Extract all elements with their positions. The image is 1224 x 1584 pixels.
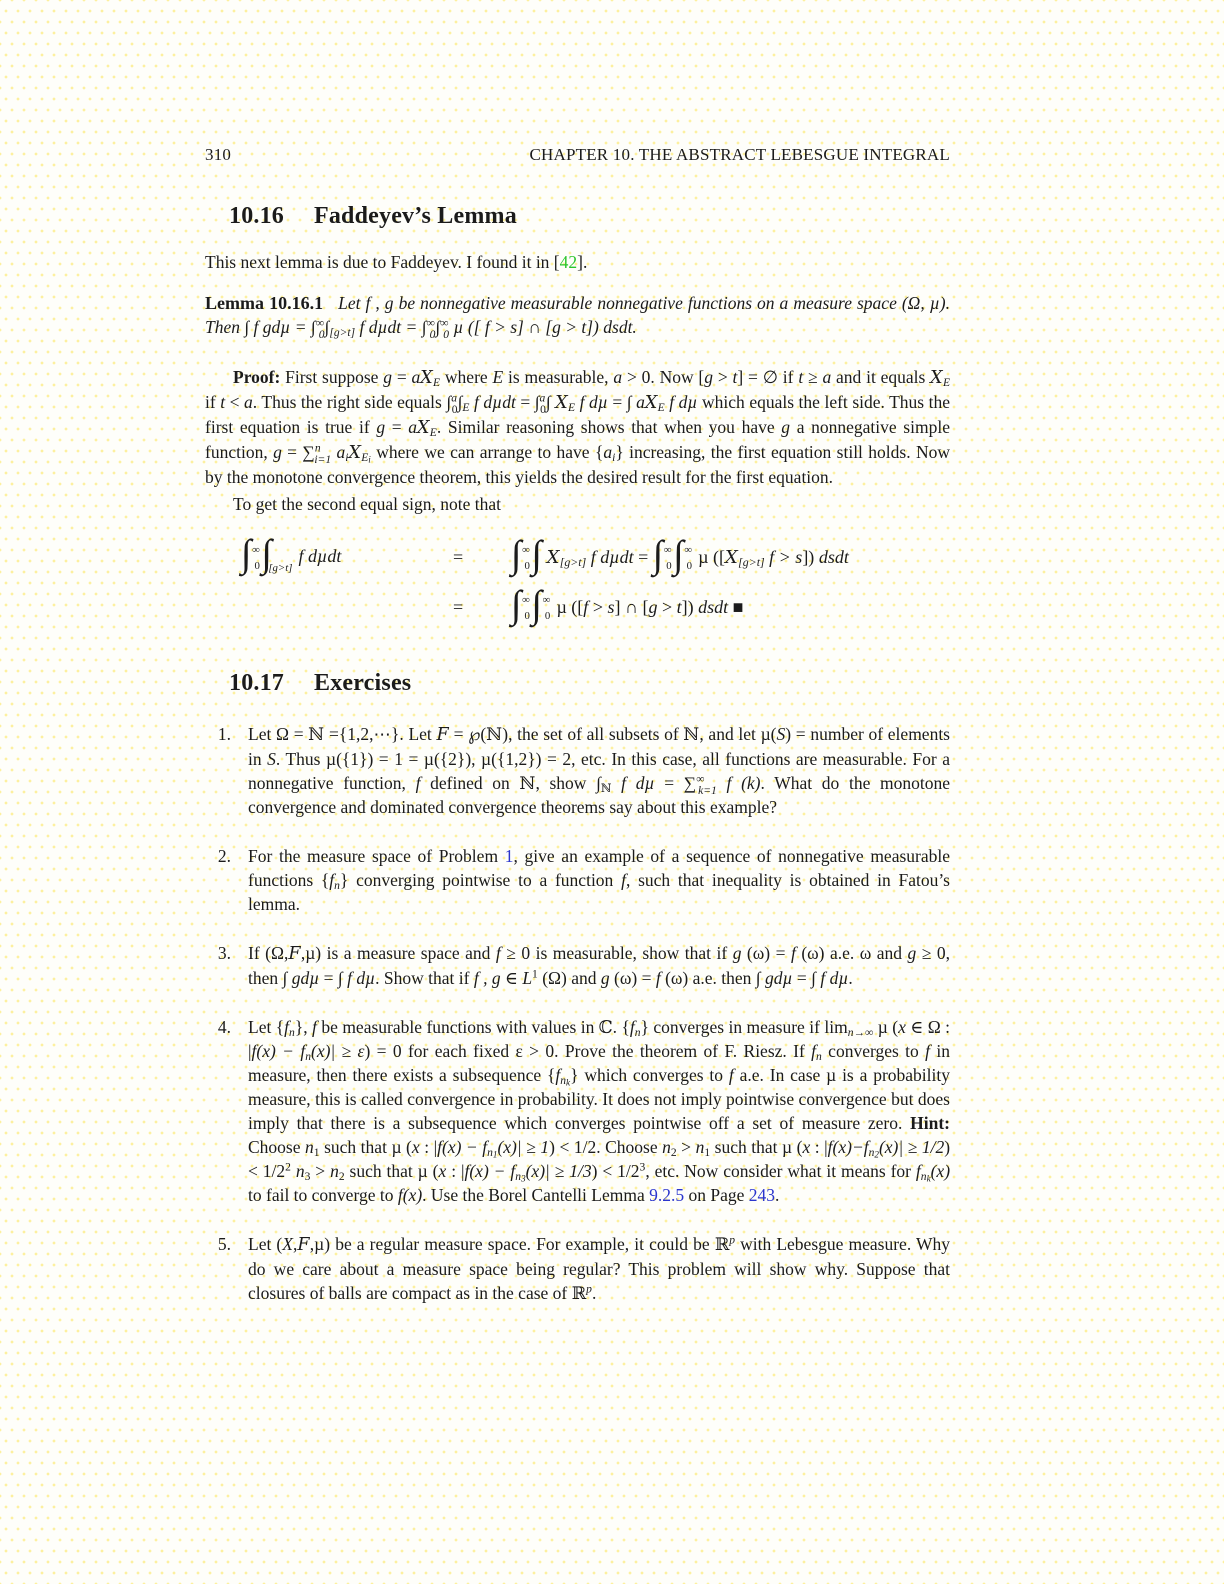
text-run: k [926, 1173, 931, 1184]
text-run: f [728, 1065, 734, 1085]
text-run: f [510, 1161, 516, 1181]
text-run: gdµ [291, 968, 320, 988]
text-run: ℕ [600, 782, 612, 795]
text-run: ∞ [684, 544, 693, 557]
text-run: E [492, 367, 504, 387]
citation-link[interactable]: 42 [559, 252, 578, 272]
text-run: f [300, 1041, 306, 1061]
text-run: F [288, 944, 301, 964]
text-run: (x) − [441, 1137, 483, 1157]
text-run: f dµ [820, 968, 849, 988]
text-run: p [586, 1283, 592, 1296]
text-run: E [462, 401, 470, 414]
text-run: 0 [686, 559, 693, 572]
text-run: E [433, 376, 441, 389]
text-run: g [376, 417, 386, 437]
text-run: (x)− [832, 1137, 864, 1157]
text-run: 2 [670, 1146, 677, 1159]
text-run: ∞ [426, 317, 435, 330]
text-run: [g>t] [738, 554, 765, 569]
text-run: k [566, 1077, 571, 1088]
text-run: 0 [429, 328, 436, 341]
equation-rhs: $\int^\infty_0\int$ X[g>t] f $d\mu dt = \int^\infty_0\int^\infty_0$ µ ([X[g>t] f > s]) dsdt [511, 533, 849, 576]
text-run: n [634, 1026, 641, 1039]
text-run: ∫ [673, 533, 684, 576]
exercise-text: Let Ω = ℕ ={1,2,⋯}. Let F = ℘(ℕ), the set of all subsets of ℕ, and let µ(S) = number of elements in S. Thus µ({1}) = 1 = µ({2}), µ({1,2}) = 2, etc. In this case, all functions are measurable. For a nonnegative function, f defined on ℕ, show ∫ℕ f $d\mu = \sum^\infty_{k=1}$ f (k). What do the monotone convergence and dominated convergence theorems say about this example? [248, 724, 951, 817]
text-run: n [868, 1146, 875, 1159]
text-run: a [822, 367, 832, 387]
text-run: X [930, 368, 943, 388]
text-run: n [920, 1170, 927, 1183]
equation-row [241, 582, 950, 632]
section-number: 10.17 [229, 670, 284, 696]
page-content [205, 145, 950, 1305]
text-run: X [644, 393, 658, 413]
text-run: x [802, 1137, 811, 1157]
text-run: n [295, 1161, 305, 1181]
text-run: n [314, 442, 321, 455]
exercise-number: 3. [217, 943, 231, 963]
text-run: f [482, 1137, 488, 1157]
lemma-10-16-1 [205, 291, 950, 339]
text-run: ∫ [531, 583, 543, 626]
text-run: f [827, 1137, 833, 1157]
text-run: (x) [930, 1161, 951, 1181]
page-number: 310 [205, 145, 232, 164]
equation-rhs: $\int^\infty_0\int^\infty_0$ µ ([f > s] ∩ [g > t]) dsdt ■ [511, 583, 744, 626]
proof-continuation: To get the second equal sign, note that [233, 494, 502, 514]
text-run: dsdt [698, 596, 729, 617]
text-run: t [798, 367, 804, 387]
text-run: 3 [521, 1173, 526, 1184]
text-run: f [655, 968, 661, 988]
proof-paragraph: Proof: First suppose g = aXE where E is measurable, a > 0. Now [g > t] = ∅ if t ≥ a and it equals XE if t < a. Thus the right side equals ∫$^a_0$∫E f dµdt = ∫$^a_0$∫ XE f dµ = ∫ aXE f dµ which equals the left side. Thus the first equation is true if g = aXE. Similar reasoning shows that when you have g a nonnegative simple function, g = ∑$^n_{i=1}$ aiXE$_i$ where we can arrange to have {ai} increasing, the first equation still holds. Now by the monotone convergence theorem, this yields the desired result for the first equation. [205, 367, 951, 487]
text-run: ∫ [241, 533, 252, 576]
equation-lhs [241, 533, 453, 576]
text-run: g [648, 596, 658, 617]
text-run: 0 [524, 609, 530, 622]
text-run: ∫ [261, 533, 273, 576]
text-run: 2 [285, 1161, 291, 1174]
text-run: f [329, 870, 335, 890]
text-run: g [907, 943, 917, 963]
text-run: f dµ [347, 968, 376, 988]
text-run: n [289, 1026, 295, 1039]
text-run: f [415, 773, 421, 793]
text-run: [g>t] [268, 561, 293, 574]
text-run: 1 [704, 1146, 711, 1159]
text-run: f [555, 1065, 561, 1085]
text-run: F [297, 1235, 310, 1255]
text-run: 0 [524, 559, 530, 572]
text-run: x [438, 1161, 447, 1181]
text-run: [g>t] [559, 554, 587, 569]
text-run: t [220, 392, 226, 412]
exercise-text: Let {fn}, f be measurable functions with values in ℂ. {fn} converges in measure if limn→∞ µ (x ∈ Ω : |f(x) − fn(x)| ≥ ε) = 0 for each fixed ε > 0. Prove the theorem of F. Riesz. If fn converges to f in measure, then there exists a subsequence $\{fn_k\}$ which converges to f a.e. In case µ is a probability measure, this is called convergence in probability. It does not imply pointwise convergence but does imply that there is a subsequence which converges pointwise off a set of measure zero. Hint: Choose n1 such that µ (x : $|f(x) - fn_1(x)| \ge 1) < 1/2$. Choose n2 > n1 such that µ (x : $|f(x)-fn_2(x)| \ge 1/2) < 1/2^2$ n3 > n2 such that µ (x : $|f(x) - fn_3(x)| \ge 1/3) < 1/2^3$, etc. Now consider what it means for $fn_k(x)$ to fail to converge to f(x). Use the Borel Cantelli Lemma 9.2.5 on Page 243. [248, 1017, 951, 1205]
text-run: n [334, 879, 340, 892]
text-run: (x) − [256, 1041, 301, 1061]
exercise-text: For the measure space of Problem 1, give an example of a sequence of nonnegative measurable functions {fn} converging pointwise to a function f, such that inequality is obtained in Fatou’s lemma. [248, 846, 950, 914]
text-run: s [607, 596, 615, 617]
text-run: ∞ [315, 317, 324, 330]
text-run: n [487, 1146, 493, 1159]
text-run: 2 [338, 1170, 345, 1183]
text-run: (x)| ≥ 1/3 [525, 1161, 592, 1181]
text-run: f [790, 943, 796, 963]
text-run: f dµ [669, 392, 698, 412]
text-run: i [612, 451, 616, 464]
text-run: ∫ [652, 533, 664, 576]
display-equation [241, 532, 950, 632]
text-run: 1 [313, 1146, 320, 1159]
section-number: 10.16 [229, 203, 284, 229]
cross-reference-link[interactable]: 1 [504, 846, 514, 866]
text-run: g [704, 367, 713, 387]
text-run: 0 [318, 328, 325, 341]
text-run: a [636, 392, 645, 412]
text-run: 3 [639, 1161, 646, 1174]
text-run: f (k) [726, 773, 761, 793]
text-run: g [781, 417, 791, 437]
text-run: f > s [764, 546, 803, 567]
text-run: f dµ [579, 392, 608, 412]
text-run: i [368, 454, 371, 465]
text-run: 3 [304, 1170, 311, 1183]
text-run: 2 [874, 1149, 879, 1160]
text-run: f dµdt [590, 546, 634, 567]
text-run: f [863, 1137, 869, 1157]
exercise-number: 2. [217, 846, 231, 866]
intro-paragraph: This next lemma is due to Faddeyev. I found it in [42]. [205, 252, 588, 272]
text-run: f [437, 1137, 442, 1157]
text-run: E [657, 401, 665, 414]
text-run: n [305, 1137, 314, 1157]
text-run: t [676, 596, 682, 617]
equation-row [241, 532, 950, 582]
text-run: L [522, 968, 533, 988]
text-run: g [732, 943, 742, 963]
text-run: f dµ [621, 773, 655, 793]
text-run: 1 [532, 968, 538, 981]
exercise-number: 5. [217, 1234, 231, 1254]
text-run: Hint: [910, 1113, 950, 1133]
section-heading-10-17 [229, 670, 950, 697]
text-run: a [603, 442, 613, 462]
exercise-text: Let (X,F,µ) be a regular measure space. For example, it could be ℝ$^p$ with Lebesgue measure. Why do we care about a measure space being regular? This problem will show why. Suppose that closures of balls are compact as in the case of ℝ$^p$. [248, 1234, 950, 1303]
text-run: g [383, 367, 392, 387]
text-run: a [539, 392, 546, 405]
text-run: f dµdt [473, 392, 516, 412]
section-heading-10-16 [229, 203, 950, 230]
text-run: f [811, 1041, 817, 1061]
text-run: f [284, 1017, 290, 1037]
text-run: (x) − [469, 1161, 511, 1181]
running-header [205, 145, 950, 165]
text-run: a [451, 392, 457, 405]
text-run: 0 [254, 559, 260, 572]
exercise-number: 1. [217, 724, 231, 744]
text-run: ∫ [511, 533, 522, 576]
equals-sign: = [453, 596, 464, 617]
text-run: ∞ [252, 544, 260, 557]
cross-reference-link[interactable]: 243 [748, 1185, 776, 1205]
text-run: E [568, 401, 576, 414]
text-run: ∫ [511, 583, 522, 626]
text-run: a [336, 442, 346, 462]
exercise-item [205, 844, 950, 916]
text-run: f [925, 1041, 931, 1061]
text-run: n [515, 1170, 522, 1183]
text-run: f [251, 1041, 257, 1061]
text-run: x [411, 1137, 420, 1157]
text-run: 0 [451, 403, 458, 416]
text-run: 0 [443, 328, 449, 341]
exercise-list [205, 722, 950, 1305]
text-run: f , g [473, 968, 501, 988]
text-run: n [330, 1161, 339, 1181]
text-run: f [495, 943, 501, 963]
text-run: ∞ [542, 594, 551, 607]
text-run: ∞ [522, 594, 530, 607]
text-run: S [776, 724, 786, 744]
cross-reference-link[interactable]: 9.2.5 [649, 1185, 685, 1205]
section-title: Faddeyev’s Lemma [314, 203, 517, 229]
exercise-text: If (Ω,F,µ) is a measure space and f ≥ 0 is measurable, show that if g (ω) = f (ω) a.e. ω and g ≥ 0, then ∫ gdµ = ∫ f dµ. Show that if f , g ∈ $L^1$ (Ω) and g (ω) = f (ω) a.e. then ∫ gdµ = ∫ f dµ. [248, 943, 950, 988]
text-run: n [662, 1137, 671, 1157]
text-run: f [583, 596, 589, 617]
text-run: n [560, 1074, 567, 1087]
lemma-label: Lemma 10.16.1 [205, 293, 324, 313]
lemma-statement: Let f , g be nonnegative measurable nonnegative functions on a measure space (Ω, µ). Then ∫ f $gd\mu = \int^\infty_0\int[g>t]$ f $d\mu dt = \int^\infty_0\int^\infty_0$ µ ([ f > s] ∩ [g > t]) dsdt. [205, 293, 951, 341]
text-run: (x)| ≥ ε [311, 1041, 365, 1061]
text-run: n→∞ [847, 1026, 874, 1039]
exercise-item [205, 1015, 950, 1207]
text-run: f [621, 870, 626, 890]
text-run: a [613, 367, 623, 387]
equals-sign: = [453, 546, 464, 567]
text-run: ∫ [531, 533, 543, 576]
text-run: E [942, 376, 950, 389]
exercise-item [205, 941, 950, 990]
text-run: a [244, 392, 253, 412]
text-run: X [546, 546, 560, 568]
text-run: i [345, 451, 349, 464]
text-run: g [600, 968, 610, 988]
text-run: n [305, 1050, 311, 1063]
text-run: (x) [402, 1185, 423, 1205]
text-run: 0 [666, 559, 672, 572]
text-run: f [629, 1017, 635, 1037]
text-run: f [464, 1161, 470, 1181]
text-run: 0 [544, 609, 551, 622]
text-run: f dµdt [298, 546, 342, 567]
text-run: n [816, 1050, 822, 1063]
text-run: X [725, 546, 739, 568]
text-run: n [695, 1137, 705, 1157]
text-run: (x)| ≥ 1 [497, 1137, 550, 1157]
text-run: F [436, 725, 449, 745]
text-run: f [915, 1161, 921, 1181]
text-run: f [397, 1185, 403, 1205]
text-run: [g>t] [329, 326, 356, 339]
section-title: Exercises [314, 670, 412, 696]
text-run: X [420, 368, 434, 388]
text-run: X [417, 418, 430, 438]
text-run: E [429, 426, 437, 439]
text-run: ∞ [696, 773, 705, 786]
text-run: Proof: [233, 367, 286, 387]
running-title: CHAPTER 10. THE ABSTRACT LEBESGUE INTEGRAL [529, 145, 950, 164]
text-run: gdµ [764, 968, 793, 988]
text-run: ∞ [663, 544, 672, 557]
text-run: (x)| ≥ 1/2 [878, 1137, 945, 1157]
text-run: S [267, 749, 276, 769]
exercise-item [205, 1232, 950, 1305]
text-run: X [282, 1234, 293, 1254]
text-run: a [408, 417, 418, 437]
text-run: ∞ [522, 544, 530, 557]
exercise-item [205, 722, 950, 819]
text-run: i=1 [314, 453, 332, 466]
text-run: a [411, 367, 421, 387]
text-run: X [555, 393, 569, 413]
text-run: p [729, 1234, 736, 1247]
text-run: 1 [492, 1149, 498, 1160]
text-run: g [273, 442, 282, 462]
text-run: E [361, 451, 369, 464]
exercise-number: 4. [217, 1017, 231, 1037]
text-run: X [348, 443, 362, 463]
text-run: t [732, 367, 738, 387]
text-run: dsdt [818, 546, 849, 567]
text-run: f [312, 1017, 317, 1037]
text-run: ∞ [440, 317, 449, 330]
text-run: x [898, 1017, 906, 1037]
text-run: k=1 [698, 784, 717, 797]
text-run: 0 [540, 403, 546, 416]
